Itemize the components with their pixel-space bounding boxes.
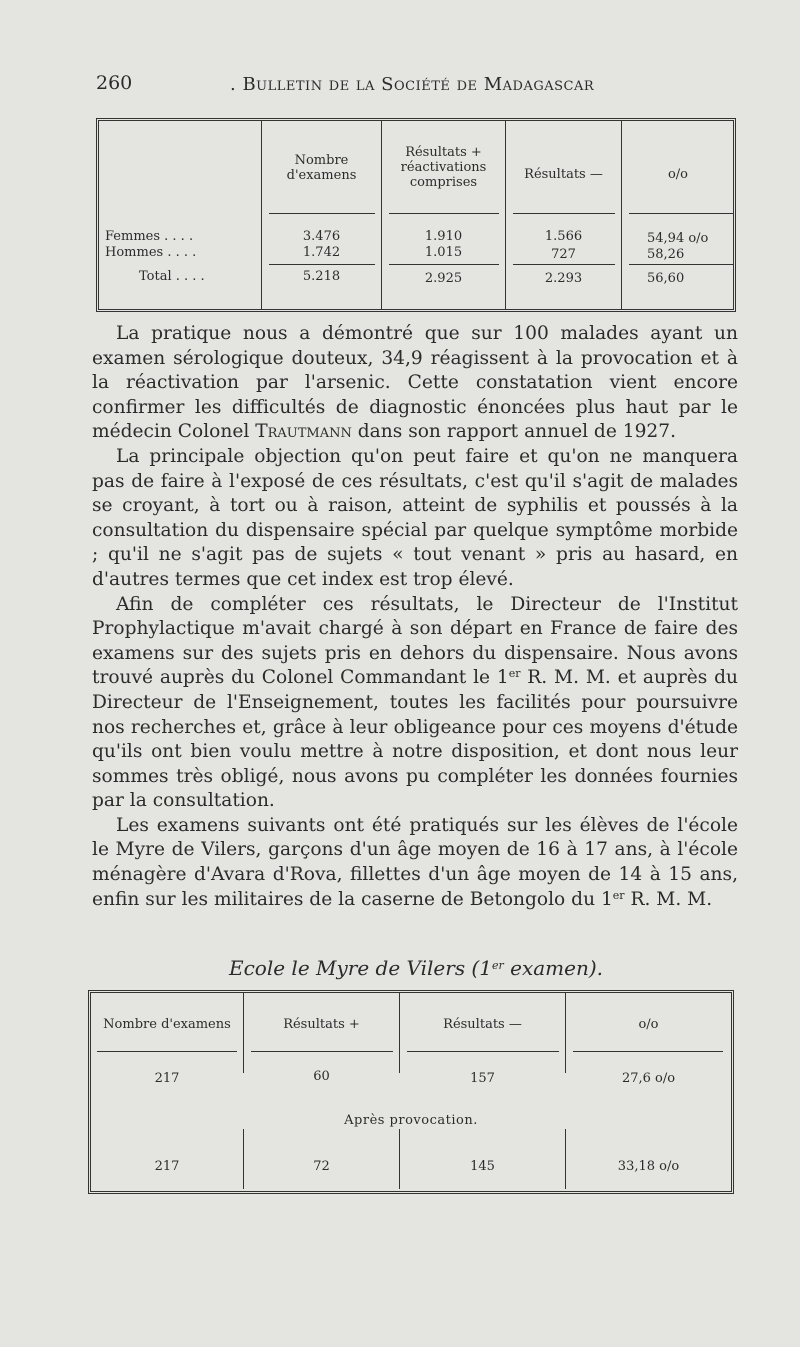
cell: 54,94 o/o — [647, 231, 709, 246]
table-divider — [621, 121, 622, 309]
table-caption: Ecole le Myre de Vilers (1er examen). — [228, 956, 603, 980]
header-resultats-negatifs: Résultats — — [524, 167, 603, 182]
cell: 60 — [313, 1069, 330, 1084]
cell: 727 — [551, 247, 576, 262]
cell: 145 — [470, 1159, 495, 1174]
row-label-total: Total . . . . — [139, 269, 205, 284]
cell: 1.910 — [424, 229, 463, 244]
cell: 58,26 — [647, 247, 685, 262]
cell: 157 — [470, 1071, 495, 1086]
cell: 72 — [313, 1159, 330, 1174]
header-resultats-negatifs: Résultats — — [443, 1017, 522, 1032]
paragraph: Afin de compléter ces résultats, le Directeur de l'Institut Prophylactique m'avait chargé à son départ en France de faire des examens sur des sujets pris en dehors du dispensaire. Nous avons trouvé auprès du Colonel Commandant le 1er R. M. M. et auprès du Directeur de l'Enseignement, toutes les facilités pour poursuivre nos recherches et, grâce à leur obligeance pour ces moyens d'étude qu'ils ont bien voulu mettre à notre disposition, et dont nous leur sommes très obligé, nous avons pu compléter les données fournies par la consultation. — [92, 593, 738, 812]
header-nombre: Nombre d'examens — [103, 1017, 231, 1032]
row-label-hommes: Hommes . . . . — [105, 245, 197, 260]
apres-provocation-label: Après provocation. — [344, 1113, 478, 1128]
running-title: . Bulletin de la Société de Madagascar — [230, 74, 595, 95]
cell: 1.566 — [544, 229, 583, 244]
cell: 217 — [154, 1159, 180, 1174]
cell: 217 — [154, 1071, 180, 1086]
cell: 56,60 — [647, 271, 685, 286]
cell: 2.293 — [544, 271, 583, 286]
body-text — [92, 322, 738, 912]
cell: 33,18 o/o — [617, 1159, 680, 1174]
cell: 5.218 — [302, 269, 341, 284]
results-table — [96, 118, 736, 312]
paragraph: La principale objection qu'on peut faire et qu'on ne manquera pas de faire à l'exposé de ces résultats, c'est qu'il s'agit de malades se croyant, à tort ou à raison, atteint de syphilis et poussés à la consultation du dispensaire spécial par quelque symptôme morbide ; qu'il ne s'agit pas de sujets « tout venant » pris au hasard, en d'autres termes que cet index est trop élevé. — [92, 445, 738, 590]
cell: 1.015 — [424, 245, 463, 260]
header-pct: o/o — [667, 167, 689, 182]
header-nombre: Nombre d'examens — [286, 153, 357, 183]
row-label-femmes: Femmes . . . . — [105, 229, 194, 244]
page-number: 260 — [96, 72, 133, 94]
ecole-table — [88, 990, 734, 1194]
header-pct: o/o — [638, 1017, 659, 1032]
paragraph: La pratique nous a démontré que sur 100 malades ayant un examen sérologique douteux, 34,9 réagissent à la provocation et à la réactivation par l'arsenic. Cette constatation vient encore confirmer les difficultés de diagnostic énoncées plus haut par le médecin Colonel Trautmann dans son rapport annuel de 1927. — [92, 323, 738, 443]
header-resultats-positifs: Résultats + — [283, 1017, 360, 1032]
header-resultats-positifs: Résultats + réactivations comprises — [400, 145, 487, 190]
cell: 1.742 — [302, 245, 341, 260]
cell: 3.476 — [302, 229, 341, 244]
cell: 27,6 o/o — [621, 1071, 676, 1086]
cell: 2.925 — [424, 271, 463, 286]
paragraph: Les examens suivants ont été pratiqués sur les élèves de l'école le Myre de Vilers, garçons d'un âge moyen de 16 à 17 ans, à l'école ménagère d'Avara d'Rova, fillettes d'un âge moyen de 14 à 15 ans, enfin sur les militaires de la caserne de Betongolo du 1er R. M. M. — [92, 814, 738, 910]
